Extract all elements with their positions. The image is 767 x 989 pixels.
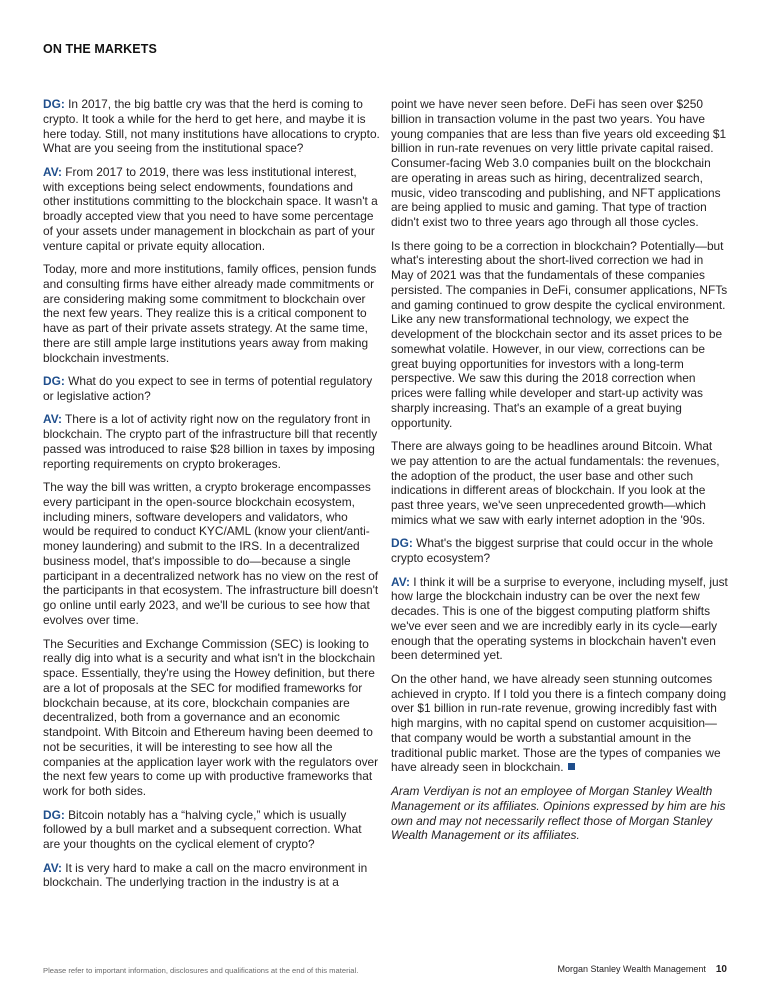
page-number: 10	[715, 964, 727, 975]
speaker-label: AV:	[43, 412, 62, 427]
footer-brand-block	[557, 964, 727, 975]
paragraph-text: What's the biggest surprise that could occur in the whole crypto ecosystem?	[391, 536, 714, 566]
speaker-label: AV:	[43, 164, 62, 179]
paragraph	[391, 439, 729, 528]
disclaimer: Aram Verdiyan is not an employee of Morgan Stanley Wealth Management or its affiliates. Opinions expressed by him are his own and may not necessarily reflect those of Morgan Stanley Wealth Management or its affiliates.	[391, 784, 726, 843]
paragraph	[43, 861, 381, 891]
paragraph-text: It is very hard to make a call on the macro environment in blockchain. The underlying traction in the industry is at a	[43, 860, 368, 890]
speaker-label: DG:	[43, 807, 65, 822]
paragraph-text: There are always going to be headlines around Bitcoin. What we pay attention to are the actual fundamentals: the revenues, the adoption of the product, the user base and other such indications in different areas of blockchain. If you look at the past three years, we've seen unprecedented growth—which mimics what we saw with early internet adoption in the '90s.	[391, 439, 720, 527]
speaker-label: DG:	[391, 536, 413, 551]
paragraph-text: The Securities and Exchange Commission (SEC) is looking to really dig into what is a security and what isn't in the blockchain space. Essentially, they're using the Howey definition, but there are a lot of proposals at the SEC for modified frameworks for blockchain because, at its core, blockchain companies are decentralized, both from a governance and an economic standpoint. With Bitcoin and Ethereum having been deemed to not be securities, it will be interesting to see how all the companies at the application layer work with the regulators over the next few years to come up with productive frameworks that work for both sides.	[43, 636, 379, 799]
paragraph-text: I think it will be a surprise to everyone, including myself, just how large the blockchain industry can be over the next few decades. This is one of the biggest computing platform shifts we've ever seen and we are incredibly early in its cycle—early enough that the operating systems in blockchain haven't even been determined yet.	[391, 574, 728, 663]
paragraph	[43, 262, 381, 365]
paragraph	[43, 97, 381, 156]
article-column-left	[43, 97, 381, 899]
paragraph-text: There is a lot of activity right now on the regulatory front in blockchain. The crypto part of the infrastructure bill that recently passed was introduced to raise $28 billion in taxes by imposing reporting requirements on crypto brokerages.	[43, 412, 378, 471]
paragraph	[43, 165, 381, 254]
paragraph	[43, 480, 381, 628]
end-of-article-icon	[568, 763, 575, 770]
paragraph-text: Today, more and more institutions, family offices, pension funds and consulting firms have either already made commitments or are considering making some commitment to blockchain over the next few years. They realize this is a critical component to have as part of their private assets strategy. At the same time, there are still ample large institutions years away from making blockchain investments.	[43, 262, 377, 365]
paragraph	[391, 672, 729, 775]
paragraph-text: In 2017, the big battle cry was that the herd is coming to crypto. It took a while for the herd to get here, and maybe it is here today. Still, not many institutions have allocations to crypto. What are you seeing from the institutional space?	[43, 97, 380, 156]
footer-disclosure-note: Please refer to important information, disclosures and qualifications at the end of this material.	[43, 966, 359, 975]
paragraph	[43, 374, 381, 404]
paragraph-text: What do you expect to see in terms of potential regulatory or legislative action?	[43, 374, 373, 403]
paragraph-text: Bitcoin notably has a “halving cycle,” which is usually followed by a bull market and a subsequent correction. What are your thoughts on the cyclical element of crypto?	[43, 807, 362, 852]
speaker-label: DG:	[43, 97, 65, 111]
paragraph	[391, 97, 729, 230]
paragraph	[43, 808, 381, 852]
paragraph-text: On the other hand, we have already seen stunning outcomes achieved in crypto. If I told you there is a fintech company doing over $1 billion in run-rate revenue, growing incredibly fast with high margins, with no capital spend on customer acquisition—that company would be worth a substantial amount in the traditional public market. Those are the types of companies we have already seen in blockchain.	[391, 671, 727, 775]
paragraph-text: From 2017 to 2019, there was less institutional interest, with exceptions being select endowments, foundations and other institutions committing to the blockchain space. It wasn't a broadly accepted view that you need to have some percentage of your assets under management in blockchain as part of your venture capital or private equity allocation.	[43, 164, 378, 253]
paragraph	[43, 412, 381, 471]
paragraph	[391, 239, 729, 431]
speaker-label: AV:	[391, 574, 410, 589]
paragraph-text: point we have never seen before. DeFi has seen over $250 billion in transaction volume in the past two years. You have young companies that are less than five years old exceeding $1 billion in run-rate revenues on very little private capital raised. Consumer-facing Web 3.0 companies built on the blockchain are operating in areas such as hiring, decentralized search, music, video transcoding and publishing, and NFT applications are being applied to music and gaming. That type of traction didn't exist two to three years ago through all those cycles.	[391, 97, 727, 229]
footer-brand: Morgan Stanley Wealth Management	[557, 964, 706, 974]
speaker-label: AV:	[43, 860, 62, 875]
article-column-right	[391, 97, 729, 852]
speaker-label: DG:	[43, 374, 65, 389]
paragraph-text: Is there going to be a correction in blockchain? Potentially—but what's interesting about the short-lived correction we had in May of 2021 was that the fundamentals of these companies persisted. The companies in DeFi, consumer applications, NFTs and gaming continued to grow despite the cyclical environment. Like any new transformational technology, we expect the development of the blockchain sector and its asset prices to be somewhat volatile. However, in our view, corrections can be great buying opportunities for investors with a long-term perspective. We saw this during the 2018 correction when prices were falling while developer and start-up activity was sharply increasing. That's an example of a great buying opportunity.	[391, 238, 728, 430]
paragraph	[391, 575, 729, 664]
paragraph	[391, 536, 729, 566]
section-title: ON THE MARKETS	[43, 42, 157, 56]
paragraph	[43, 637, 381, 799]
paragraph-text: The way the bill was written, a crypto brokerage encompasses every participant in the open-source blockchain ecosystem, including miners, software developers and validators, who would be required to conduct KYC/AML (know your client/anti-money laundering) and submit to the IRS. In a decentralized business model, that's impossible to do—because a single participant in a decentralized network has no view on the rest of the participants in that ecosystem. The infrastructure bill doesn't go online until early 2023, and we'll be curious to see how that evolves over time.	[43, 480, 379, 627]
